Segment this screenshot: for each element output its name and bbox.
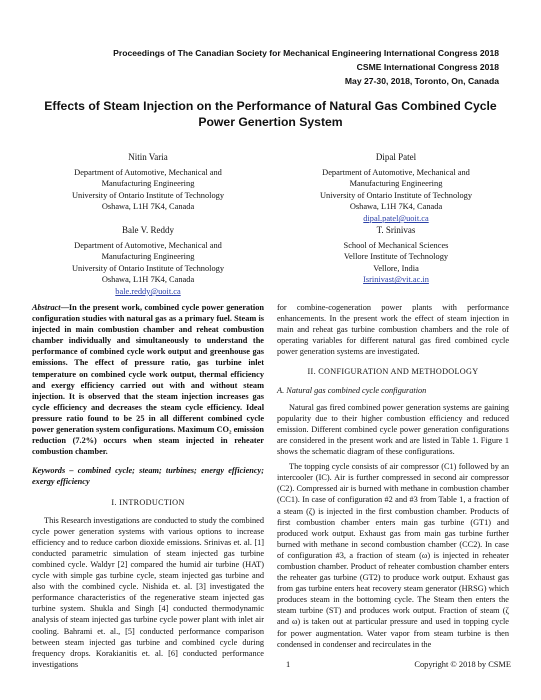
author-email-link[interactable]: bale.reddy@uoit.ca	[115, 286, 181, 296]
author-affiliation-line: Vellore Institute of Technology	[343, 252, 449, 262]
author-affiliation-line: Oshawa, L1H 7K4, Canada	[349, 202, 443, 212]
author-affiliation-line: Manufacturing Engineering	[101, 252, 195, 262]
subsection-heading: A. Natural gas combined cycle configuration	[277, 385, 427, 395]
body-paragraph: for combine-cogeneration power plants with performance enhancements. In the present work the effect of steam injection in main and reheat gas turbine combustion chambers and the role of operating variables for different natural gas fired combined cycle power generation systems are investigated.	[277, 303, 509, 357]
body-paragraph: This Research investigations are conducted to study the combined cycle power generation systems with various options to increase efficiency and to reduce carbon dioxide emissions. Srinivas et. al. [1] conducted parametric simulation of steam injected gas turbine combined cycle. Waldyr [2] compared the humid air turbine (HAT) cycle with simple gas turbine cycle, steam injected gas turbine and also with the combined cycle. Nishida et. al. [3] investigated the performance characteristics of the regenerative steam injected gas turbine system. Shukla and Singh [4] conducted thermodynamic analysis of steam injected gas turbine cycle power plant with inlet air cooling. Bahrami et. al., [5] conducted performance comparison between steam injected gas turbine and combined cycle during frequency drops. Korakianitis et. al. [6] conducted performance investigations	[32, 515, 264, 669]
author-affiliation-line: University of Ontario Institute of Technology	[71, 190, 225, 200]
author-email-link[interactable]: dipal.patel@uoit.ca	[363, 213, 429, 223]
author-block-4	[286, 225, 506, 286]
author-affiliation-line: Oshawa, L1H 7K4, Canada	[101, 202, 195, 212]
author-affiliation-line: Department of Automotive, Mechanical and	[74, 167, 222, 177]
author-name: T. Srinivas	[376, 225, 416, 235]
author-affiliation-line: Manufacturing Engineering	[101, 179, 195, 189]
keywords-label: Keywords	[32, 466, 66, 476]
paper-title: Effects of Steam Injection on the Performance of Natural Gas Combined Cycle Power Genertion System	[44, 99, 497, 129]
keywords-text: – combined cycle; steam; turbines; energy efficiency; exergy efficiency	[32, 466, 264, 487]
section-heading: I. INTRODUCTION	[111, 497, 185, 507]
keywords	[32, 465, 264, 487]
author-block-2	[286, 152, 506, 225]
conference-name: Proceedings of The Canadian Society for Mechanical Engineering International Congress 2018	[113, 48, 499, 58]
right-column	[277, 302, 509, 654]
author-name: Dipal Patel	[375, 152, 417, 162]
abstract	[32, 302, 264, 457]
section-heading: II. CONFIGURATION AND METHODOLOGY	[307, 367, 479, 377]
abstract-text: —In the present work, combined cycle power generation configuration studies with natural gas as a primary fuel. Steam is injected in main combustion chamber and reheat combustion chamber individually and simultaneously to understand the performance of combined cycle work output and greenhouse gas emissions. The effect of pressure ratio, gas turbine inlet temperature on combined cycle work output, thermal efficiency and exergy efficiency carried out with and without steam injection. It is observed that the steam injection increases gas cycle efficiency and decreases the steam cycle efficiency. Ideal pressure ratio found to be 25 in all different combined cycle power generation system configurations. Maximum CO₂ emission reduction (7.2%) occurs when steam injected in reheater combustion chamber.	[32, 303, 264, 457]
author-name: Bale V. Reddy	[122, 225, 174, 235]
author-affiliation-line: University of Ontario Institute of Technology	[319, 190, 473, 200]
author-affiliation-line: Department of Automotive, Mechanical and	[322, 167, 470, 177]
copyright-notice: Copyright © 2018 by CSME	[414, 660, 511, 669]
left-column	[32, 302, 264, 674]
author-name: Nitin Varia	[128, 152, 168, 162]
author-affiliation-line: Vellore, India	[373, 263, 419, 273]
author-block-1	[38, 152, 258, 213]
congress-name: CSME International Congress 2018	[356, 62, 499, 72]
author-email-link[interactable]: Isrinivast@vit.ac.in	[363, 275, 429, 285]
author-affiliation-line: School of Mechanical Sciences	[343, 240, 449, 250]
author-affiliation-line: Oshawa, L1H 7K4, Canada	[101, 275, 195, 285]
abstract-label: Abstract	[32, 303, 61, 312]
conference-dates: May 27-30, 2018, Toronto, On, Canada	[344, 76, 499, 86]
conference-header	[113, 46, 499, 88]
author-affiliation-line: University of Ontario Institute of Technology	[71, 263, 225, 273]
author-block-3	[38, 225, 258, 298]
body-paragraph: Natural gas fired combined power generation systems are gaining popularity due to their higher combustion efficiency and reduced emission. Different combined cycle power generation configurations are considered in the present work and are listed in Table 1. Figure 1 shows the schematic diagram of these configurations.	[277, 402, 509, 457]
author-affiliation-line: Department of Automotive, Mechanical and	[74, 240, 222, 250]
page-number: 1	[286, 660, 291, 669]
body-paragraph: The topping cycle consists of air compressor (C1) followed by an intercooler (IC). Air is further compressed in second air compressor (C2). Compressed air is burned with methane in combustion chamber (CC1). In case of configuration #2 and #3 from Table 1, a fraction of a steam (ζ) is injected in the first combustion chamber. Products of first combustion chamber enters main gas turbine (GT1) and produced work output. Exhaust gas from main gas turbine further burned with methane in second combustion chamber (CC2). In case of configuration #3, a fraction of steam (ω) is injected in reheater combustion chamber. Product of reheater combustion chamber enters the reheater gas turbine (GT2) to produce work output. Exhaust gas from gas turbine enters heat recovery steam generator (HRSG) which produces steam in the bottoming cycle. The Steam then enters the steam turbine (ST) and produces work output. Fraction of steam (ζ and ω) is taken out at particular pressure and used in topping cycle for power augmentation. Water vapor from steam turbine is then condensed in condenser and recirculates in the	[277, 462, 509, 649]
author-affiliation-line: Manufacturing Engineering	[349, 179, 443, 189]
